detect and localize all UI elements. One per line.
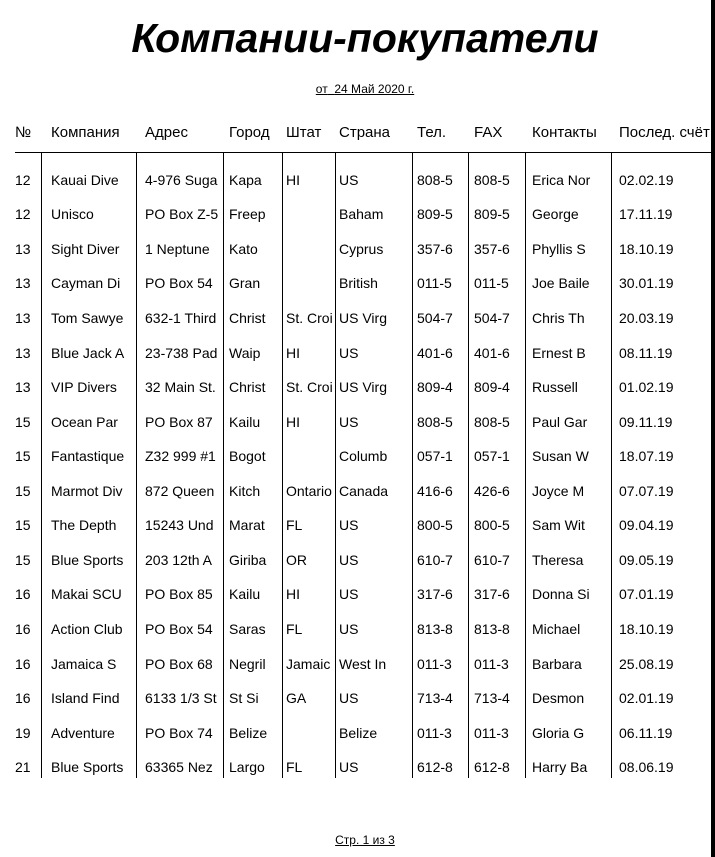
cell-company: Adventure [51,725,115,741]
cell-address: PO Box 87 [145,414,213,430]
cell-address: 32 Main St. [145,379,216,395]
cell-last-invoice: 20.03.19 [619,310,674,326]
cell-company: Blue Jack A [51,345,125,361]
cell-number: 12 [15,206,31,222]
cell-number: 15 [15,483,31,499]
cell-last-invoice: 02.01.19 [619,690,674,706]
cell-country: US [339,517,359,533]
cell-address: Z32 999 #1 [145,448,216,464]
cell-number: 15 [15,517,31,533]
cell-state: Jamaic [286,656,331,672]
cell-contact: Michael [532,621,581,637]
cell-number: 21 [15,759,31,775]
cell-fax: 808-5 [474,414,510,430]
cell-state: FL [286,621,303,637]
column-separator [223,152,224,778]
cell-last-invoice: 18.07.19 [619,448,674,464]
cell-address: PO Box 74 [145,725,213,741]
cell-fax: 504-7 [474,310,510,326]
cell-address: 23-738 Pad [145,345,218,361]
cell-company: Jamaica S [51,656,117,672]
cell-last-invoice: 08.06.19 [619,759,674,775]
cell-number: 16 [15,690,31,706]
cell-company: Cayman Di [51,275,121,291]
cell-last-invoice: 09.04.19 [619,517,674,533]
column-header-company: Компания [51,124,120,141]
cell-phone: 610-7 [417,552,453,568]
cell-company: Blue Sports [51,759,124,775]
cell-fax: 610-7 [474,552,510,568]
cell-address: PO Box 54 [145,621,213,637]
column-header-phone: Тел. [417,124,447,141]
cell-company: Island Find [51,690,120,706]
cell-contact: Barbara [532,656,582,672]
cell-contact: Desmon [532,690,585,706]
cell-state: FL [286,759,303,775]
cell-address: 63365 Nez [145,759,213,775]
cell-city: St Si [229,690,259,706]
cell-address: 632-1 Third [145,310,217,326]
cell-state: OR [286,552,307,568]
cell-city: Largo [229,759,265,775]
cell-last-invoice: 09.11.19 [619,414,673,430]
cell-phone: 011-3 [417,725,452,741]
cell-city: Waip [229,345,261,361]
cell-fax: 809-5 [474,206,510,222]
cell-country: Belize [339,725,378,741]
cell-company: Tom Sawye [51,310,124,326]
cell-country: US [339,414,359,430]
cell-state: HI [286,345,300,361]
column-header-state: Штат [286,124,322,141]
cell-country: US [339,345,359,361]
cell-phone: 416-6 [417,483,453,499]
cell-phone: 401-6 [417,345,453,361]
cell-phone: 357-6 [417,241,453,257]
column-header-contact: Контакты [532,124,597,141]
cell-company: Fantastique [51,448,125,464]
report-date-prefix: от [315,82,328,96]
cell-city: Kailu [229,586,261,602]
cell-country: Columb [339,448,388,464]
cell-contact: Paul Gar [532,414,588,430]
cell-number: 13 [15,241,31,257]
cell-country: US [339,586,359,602]
cell-country: US Virg [339,379,387,395]
cell-city: Kapa [229,172,262,188]
cell-number: 13 [15,310,31,326]
cell-number: 16 [15,621,31,637]
cell-fax: 011-3 [474,725,509,741]
cell-country: British [339,275,378,291]
cell-address: 6133 1/3 St [145,690,217,706]
cell-number: 16 [15,656,31,672]
cell-fax: 808-5 [474,172,510,188]
cell-number: 12 [15,172,31,188]
cell-city: Belize [229,725,268,741]
cell-phone: 317-6 [417,586,453,602]
cell-phone: 612-8 [417,759,453,775]
report-title: Компании-покупатели [131,15,599,61]
cell-address: PO Box Z-5 [145,206,219,222]
cell-state: HI [286,586,300,602]
cell-contact: Chris Th [532,310,585,326]
cell-last-invoice: 07.01.19 [619,586,674,602]
cell-city: Kitch [229,483,261,499]
column-header-fax: FAX [474,124,503,141]
cell-city: Christ [229,379,266,395]
cell-last-invoice: 07.07.19 [619,483,674,499]
cell-contact: Donna Si [532,586,590,602]
cell-phone: 800-5 [417,517,453,533]
cell-country: US Virg [339,310,387,326]
cell-state: HI [286,172,300,188]
cell-fax: 357-6 [474,241,510,257]
cell-company: Blue Sports [51,552,124,568]
cell-last-invoice: 06.11.19 [619,725,673,741]
cell-phone: 809-4 [417,379,453,395]
cell-company: Action Club [51,621,123,637]
cell-company: Kauai Dive [51,172,119,188]
cell-company: Makai SCU [51,586,122,602]
cell-fax: 057-1 [474,448,510,464]
cell-last-invoice: 08.11.19 [619,345,673,361]
cell-state: GA [286,690,307,706]
cell-contact: Susan W [532,448,589,464]
cell-fax: 612-8 [474,759,510,775]
cell-country: Canada [339,483,389,499]
cell-city: Negril [229,656,266,672]
cell-phone: 808-5 [417,172,453,188]
cell-company: VIP Divers [51,379,117,395]
cell-city: Giriba [229,552,267,568]
cell-last-invoice: 09.05.19 [619,552,674,568]
column-header-number: № [15,124,32,141]
cell-country: Cyprus [339,241,384,257]
cell-number: 15 [15,414,31,430]
cell-contact: Harry Ba [532,759,588,775]
cell-contact: Russell [532,379,578,395]
cell-phone: 809-5 [417,206,453,222]
cell-phone: 057-1 [417,448,453,464]
cell-phone: 813-8 [417,621,453,637]
cell-fax: 813-8 [474,621,510,637]
cell-address: 1 Neptune [145,241,210,257]
cell-fax: 401-6 [474,345,510,361]
cell-phone: 011-3 [417,656,452,672]
cell-contact: Gloria G [532,725,585,741]
cell-city: Freep [229,206,266,222]
cell-fax: 713-4 [474,690,510,706]
cell-fax: 800-5 [474,517,510,533]
cell-last-invoice: 02.02.19 [619,172,674,188]
cell-contact: George [532,206,579,222]
cell-state: HI [286,414,300,430]
cell-number: 16 [15,586,31,602]
cell-phone: 011-5 [417,275,452,291]
cell-city: Gran [229,275,261,291]
cell-fax: 011-5 [474,275,509,291]
cell-contact: Phyllis S [532,241,586,257]
cell-address: 203 12th A [145,552,212,568]
cell-company: Unisco [51,206,94,222]
cell-phone: 713-4 [417,690,453,706]
cell-city: Kato [229,241,258,257]
cell-number: 13 [15,275,31,291]
report-date-value: 24 Май 2020 г. [334,82,415,96]
cell-company: Sight Diver [51,241,120,257]
cell-country: West In [339,656,387,672]
cell-contact: Sam Wit [532,517,585,533]
cell-last-invoice: 25.08.19 [619,656,674,672]
cell-last-invoice: 01.02.19 [619,379,674,395]
cell-number: 13 [15,345,31,361]
cell-number: 15 [15,552,31,568]
cell-country: US [339,759,359,775]
column-header-last-invoice: Послед. счёт [619,124,710,141]
cell-city: Bogot [229,448,266,464]
cell-last-invoice: 18.10.19 [619,621,674,637]
cell-fax: 317-6 [474,586,510,602]
cell-number: 13 [15,379,31,395]
cell-company: Ocean Par [51,414,118,430]
page-right-border [711,0,715,857]
column-header-address: Адрес [145,124,188,141]
cell-address: PO Box 68 [145,656,213,672]
cell-address: 4-976 Suga [145,172,218,188]
cell-city: Christ [229,310,266,326]
cell-city: Marat [229,517,265,533]
cell-fax: 809-4 [474,379,510,395]
cell-phone: 504-7 [417,310,453,326]
cell-company: The Depth [51,517,117,533]
cell-address: 15243 Und [145,517,214,533]
cell-state: St. Croi [286,379,333,395]
cell-address: 872 Queen [145,483,215,499]
cell-contact: Theresa [532,552,584,568]
cell-contact: Ernest B [532,345,586,361]
column-header-country: Страна [339,124,391,141]
cell-fax: 426-6 [474,483,510,499]
cell-number: 19 [15,725,31,741]
cell-contact: Joe Baile [532,275,590,291]
cell-address: PO Box 85 [145,586,213,602]
cell-address: PO Box 54 [145,275,213,291]
cell-company: Marmot Div [51,483,123,499]
cell-number: 15 [15,448,31,464]
cell-state: Ontario [286,483,332,499]
cell-contact: Joyce M [532,483,585,499]
cell-country: US [339,172,359,188]
cell-phone: 808-5 [417,414,453,430]
cell-city: Saras [229,621,266,637]
cell-city: Kailu [229,414,261,430]
cell-last-invoice: 18.10.19 [619,241,674,257]
report-table [0,120,711,782]
cell-country: US [339,690,359,706]
cell-contact: Erica Nor [532,172,591,188]
cell-state: FL [286,517,303,533]
page-number: Стр. 1 из 3 [335,833,395,847]
cell-last-invoice: 30.01.19 [619,275,674,291]
header-underline [15,152,711,153]
cell-country: Baham [339,206,384,222]
column-separator [335,152,336,778]
column-header-city: Город [229,124,270,141]
cell-country: US [339,552,359,568]
cell-fax: 011-3 [474,656,509,672]
cell-last-invoice: 17.11.19 [619,206,673,222]
report-date [0,81,715,97]
cell-state: St. Croi [286,310,333,326]
cell-country: US [339,621,359,637]
